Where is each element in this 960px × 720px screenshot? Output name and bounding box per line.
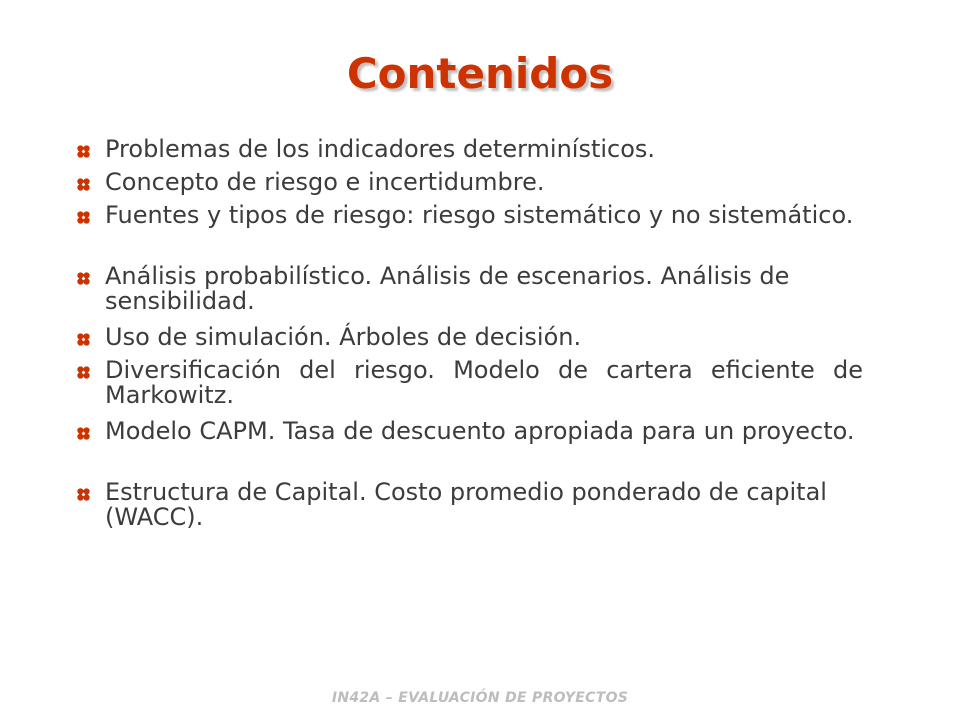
flower-bullet-icon [77,211,90,224]
list-item-text: Diversificación del riesgo. Modelo de cartera eficiente de Markowitz. [105,356,863,409]
list-item-text: Problemas de los indicadores determinísticos. [105,135,656,163]
list-item-text: Modelo CAPM. Tasa de descuento apropiada para un proyecto. [105,417,855,445]
list-item-text: Fuentes y tipos de riesgo: riesgo sistemático y no sistemático. [105,201,854,229]
slide-footer: IN42A – EVALUACIÓN DE PROYECTOS [331,690,629,706]
list-item-text: Uso de simulación. Árboles de decisión. [105,323,582,351]
flower-bullet-icon [77,427,90,440]
flower-bullet-icon [77,272,90,285]
list-item-text: Estructura de Capital. Costo promedio ponderado de capital (WACC). [105,478,827,531]
list-item-text: Análisis probabilístico. Análisis de escenarios. Análisis de sensibilidad. [105,262,790,315]
slide-title: Contenidos [346,49,614,98]
flower-bullet-icon [77,145,90,158]
flower-bullet-icon [77,178,90,191]
flower-bullet-icon [77,366,90,379]
list-item-text: Concepto de riesgo e incertidumbre. [105,168,545,196]
flower-bullet-icon [77,333,90,346]
flower-bullet-icon [77,488,90,501]
